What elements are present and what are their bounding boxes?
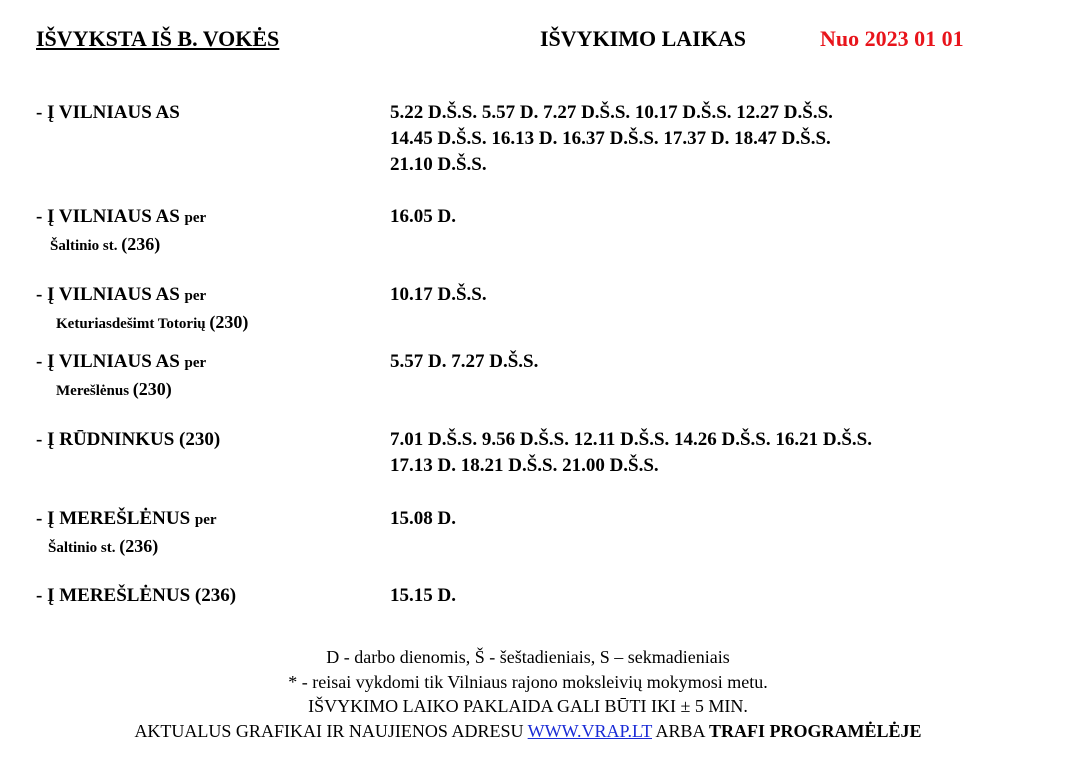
info-middle: ARBA — [655, 720, 705, 741]
route-destination — [36, 282, 366, 337]
route-number: (230) — [209, 312, 249, 332]
route-times — [390, 427, 1050, 479]
times-line: 16.05 D. — [390, 206, 456, 227]
via-place: Šaltinio st. (236) — [48, 536, 159, 556]
footer-notes — [0, 645, 1056, 743]
destination-main: - Į VILNIAUS AS per — [36, 206, 207, 227]
times-line: 17.13 D. 18.21 D.Š.S. 21.00 D.Š.S. — [390, 455, 659, 476]
via-word: per — [184, 355, 207, 371]
valid-from-date: Nuo 2023 01 01 — [820, 26, 964, 51]
destination-main: - Į MEREŠLĖNUS per — [36, 508, 217, 529]
via-word: per — [184, 210, 207, 226]
route-number: (236) — [121, 234, 161, 254]
route-times — [390, 204, 1050, 230]
via-place: Šaltinio st. (236) — [50, 234, 161, 254]
times-line: 5.57 D. 7.27 D.Š.S. — [390, 351, 539, 372]
destination-main: - Į VILNIAUS AS per — [36, 284, 207, 305]
page-header — [0, 26, 1076, 56]
note-line: * - reisai vykdomi tik Vilniaus rajono moksleivių mokymosi metu. — [288, 671, 768, 692]
route-number: (236) — [119, 536, 159, 556]
route-number: (230) — [132, 379, 172, 399]
route-destination — [36, 100, 366, 126]
website-link[interactable]: WWW.VRAP.LT — [527, 720, 652, 741]
route-times — [390, 100, 1050, 178]
destination-main: - Į VILNIAUS AS per — [36, 351, 207, 372]
route-times — [390, 349, 1050, 375]
times-line: 21.10 D.Š.S. — [390, 154, 487, 175]
route-destination — [36, 427, 366, 453]
route-times — [390, 506, 1050, 532]
times-line: 14.45 D.Š.S. 16.13 D. 16.37 D.Š.S. 17.37 D. 18.47 D.Š.S. — [390, 128, 831, 149]
info-line — [0, 719, 1056, 744]
legend-line: D - darbo dienomis, Š - šeštadieniais, S – sekmadieniais — [326, 647, 730, 667]
route-destination — [36, 204, 366, 259]
times-line: 15.08 D. — [390, 508, 456, 529]
via-place: Keturiasdešimt Totorių (230) — [56, 312, 249, 332]
app-name: TRAFI PROGRAMĖLĖJE — [709, 720, 922, 741]
route-times — [390, 282, 1050, 308]
departure-times-title: IŠVYKIMO LAIKAS — [540, 26, 746, 51]
destination-main: - Į VILNIAUS AS — [36, 102, 180, 123]
destination-main: - Į RŪDNINKUS (230) — [36, 429, 221, 450]
route-destination — [36, 506, 366, 561]
via-word: per — [184, 288, 207, 304]
times-line: 15.15 D. — [390, 585, 456, 606]
times-line: 5.22 D.Š.S. 5.57 D. 7.27 D.Š.S. 10.17 D.Š.S. 12.27 D.Š.S. — [390, 102, 833, 123]
times-line: 10.17 D.Š.S. — [390, 284, 487, 305]
route-times — [390, 583, 1050, 609]
info-prefix: AKTUALUS GRAFIKAI IR NAUJIENOS ADRESU — [134, 720, 524, 741]
route-destination — [36, 583, 366, 609]
via-word: per — [194, 512, 217, 528]
route-destination — [36, 349, 366, 404]
origin-title: IŠVYKSTA IŠ B. VOKĖS — [36, 26, 280, 51]
tolerance-line: IŠVYKIMO LAIKO PAKLAIDA GALI BŪTI IKI ± 5 MIN. — [308, 696, 748, 716]
times-line: 7.01 D.Š.S. 9.56 D.Š.S. 12.11 D.Š.S. 14.26 D.Š.S. 16.21 D.Š.S. — [390, 429, 872, 450]
via-place: Merešlėnus (230) — [56, 379, 172, 399]
destination-main: - Į MEREŠLĖNUS (236) — [36, 585, 237, 606]
